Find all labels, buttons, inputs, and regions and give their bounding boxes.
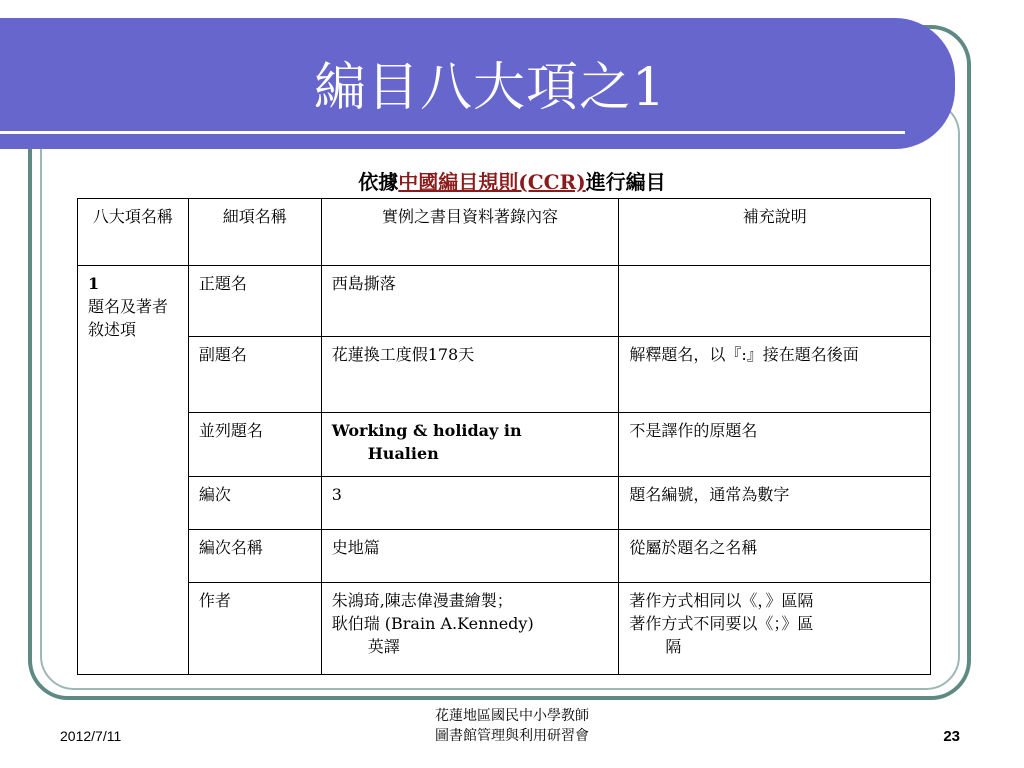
table-row [78, 530, 931, 583]
note-cell: 解釋題名，以『:』接在題名後面 [619, 337, 931, 413]
example-line: Working & holiday in [331, 421, 522, 440]
field-cell: 編次 [188, 477, 321, 530]
table-header-row [78, 199, 931, 266]
footer-org-line: 圖書館管理與利用研習會 [435, 728, 589, 744]
footer-date: 2012/7/11 [60, 728, 122, 744]
header-field: 細項名稱 [188, 199, 321, 266]
slide-title: 編目八大項之1 [313, 58, 667, 118]
field-cell: 編次名稱 [188, 530, 321, 583]
table-row [78, 337, 931, 413]
note-line: 著作方式不同要以《；》區 [629, 614, 814, 633]
field-cell: 作者 [188, 583, 321, 675]
table-row [78, 413, 931, 477]
header-note: 補充說明 [619, 199, 931, 266]
note-cell: 題名編號，通常為數字 [619, 477, 931, 530]
section-cell [78, 266, 189, 675]
title-underline [0, 131, 905, 134]
section-number: 1 [88, 274, 100, 293]
example-cell: 史地篇 [321, 530, 619, 583]
field-cell: 副題名 [188, 337, 321, 413]
table-row [78, 477, 931, 530]
header-category: 八大項名稱 [78, 199, 189, 266]
subtitle [0, 168, 1024, 196]
note-line: 著作方式相同以《，》區隔 [629, 591, 814, 610]
footer-org-line: 花蓮地區國民中小學教師 [435, 708, 589, 724]
note-cell [619, 583, 931, 675]
ccr-link[interactable]: 中國編目規則(CCR) [398, 170, 586, 194]
header-example: 實例之書目資料著錄內容 [321, 199, 619, 266]
example-line: 耿伯瑞 (Brain A.Kennedy) [331, 614, 534, 633]
catalog-table [77, 198, 931, 675]
table-row [78, 266, 931, 337]
example-cell: 西島撕落 [321, 266, 619, 337]
example-cell [321, 413, 619, 477]
subtitle-prefix: 依據 [358, 170, 399, 194]
subtitle-suffix: 進行編目 [585, 170, 666, 194]
field-cell: 正題名 [188, 266, 321, 337]
note-cell: 不是譯作的原題名 [619, 413, 931, 477]
example-cell: 3 [321, 477, 619, 530]
note-cell: 從屬於題名之名稱 [619, 530, 931, 583]
example-line: 英譯 [367, 637, 400, 656]
table-row [78, 583, 931, 675]
field-cell: 並列題名 [188, 413, 321, 477]
page-number: 23 [943, 728, 960, 745]
example-line: 朱鴻琦,陳志偉漫畫繪製； [331, 591, 513, 610]
section-name: 題名及著者敘述項 [88, 297, 169, 339]
note-line: 隔 [665, 637, 682, 656]
example-cell [321, 583, 619, 675]
example-line: Hualien [367, 444, 439, 463]
footer-organization [362, 706, 662, 746]
note-cell [619, 266, 931, 337]
example-cell: 花蓮換工度假178天 [321, 337, 619, 413]
